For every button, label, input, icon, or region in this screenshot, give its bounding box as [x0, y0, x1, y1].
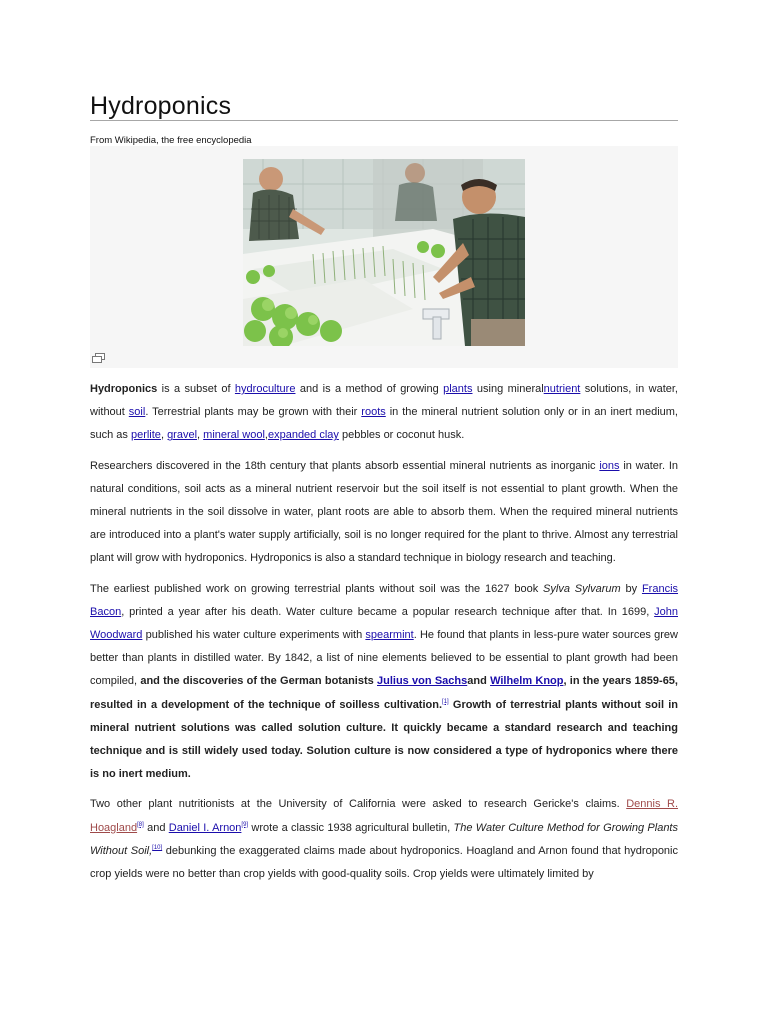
link-soil[interactable]: soil [128, 406, 146, 419]
book-title: Sylva Sylvarum [543, 582, 621, 595]
paragraph-intro [90, 378, 678, 448]
enlarge-icon[interactable] [92, 350, 105, 360]
text: in water. In natural conditions, soil acts as a mineral nutrient reservoir but the soil itself is not essential to plant growth. When the mineral nutrients in the soil dissolve in water, plant roots are able to absorb them. When the required mineral nutrients are introduced into a plant's water supply artificially, soil is no longer required for the plant to thrive. Almost any terrestrial plant will grow with hydroponics. Hydroponics is also a standard technique in biology research and teaching. [90, 459, 678, 565]
link-spearmint[interactable]: spearmint [365, 629, 414, 642]
text: by [620, 582, 642, 595]
link-wilhelm-knop[interactable]: Wilhelm Knop [490, 675, 564, 688]
link-nutrient[interactable]: nutrient [543, 383, 581, 395]
link-expanded-clay[interactable]: expanded clay [267, 429, 339, 442]
link-mineral-wool[interactable]: mineral wool [203, 429, 265, 442]
link-julius-von-sachs[interactable]: Julius von Sachs [377, 675, 468, 688]
paragraph-california [90, 793, 678, 886]
infobox-figure [90, 146, 678, 368]
citation-8[interactable]: [8] [137, 821, 144, 828]
text: in the mineral nutrient solution only or in an inert medium, such as [90, 406, 678, 442]
text: and [143, 821, 169, 834]
term-hydroponics: Hydroponics [90, 383, 158, 395]
text: pebbles or coconut husk. [338, 429, 465, 442]
text: . Terrestrial plants may be grown with their [145, 406, 362, 419]
text: wrote a classic 1938 agricultural bulletin, [248, 821, 454, 834]
citation-1[interactable]: [1] [442, 698, 449, 705]
text: , printed a year after his death. Water culture became a popular research technique after that. In 1699, [121, 605, 655, 618]
link-plants[interactable]: plants [443, 383, 473, 395]
paragraph-discovery [90, 455, 678, 571]
text: , [264, 429, 268, 442]
page-title: Hydroponics [90, 92, 232, 120]
text: is a subset of [157, 383, 235, 395]
link-gravel[interactable]: gravel [167, 429, 198, 442]
text: Two other plant nutritionists at the University of California were asked to research Gericke's claims. [90, 798, 627, 811]
link-roots[interactable]: roots [361, 406, 386, 419]
text-bold: , in the years 1859-65, resulted in a development of the technique of soilless cultivation. [90, 675, 678, 711]
text: and is a method of growing [295, 383, 444, 395]
link-francis-bacon[interactable]: Francis Bacon [90, 582, 679, 618]
citation-9[interactable]: [9] [241, 821, 249, 828]
link-daniel-arnon[interactable]: Daniel I. Arnon [168, 821, 242, 834]
text: , [160, 429, 168, 442]
citation-10[interactable]: [10] [152, 844, 163, 851]
bulletin-title: The Water Culture Method for Growing Plants Without Soil, [90, 821, 678, 857]
article-body [90, 378, 678, 893]
text: debunking the exaggerated claims made about hydroponics. Hoagland and Arnon found that hydroponic crop yields were no better than crop yields with good-quality soils. Crop yields were ultimately limited by [90, 844, 678, 881]
link-john-woodward[interactable]: John Woodward [90, 605, 678, 642]
paragraph-history [90, 578, 678, 787]
text: , [197, 429, 204, 442]
link-hydroculture[interactable]: hydroculture [234, 383, 296, 395]
link-ions[interactable]: ions [599, 459, 620, 472]
title-divider [90, 120, 678, 121]
text: using mineral [472, 383, 544, 395]
text: The earliest published work on growing terrestrial plants without soil was the 1627 book [90, 582, 544, 595]
text-bold: and [467, 675, 491, 688]
page-subtitle: From Wikipedia, the free encyclopedia [90, 135, 252, 146]
text: solutions, in water, without [90, 383, 678, 419]
text-bold: and the discoveries of the German botanists [140, 675, 377, 688]
text-bold: Growth of terrestrial plants without soil in mineral nutrient solutions was called solution culture. It quickly became a standard research and teaching technique and is still widely used today. Solution culture is now considered a type of hydroponics where there is no inert medium. [90, 698, 678, 781]
text: Researchers discovered in the 18th century that plants absorb essential mineral nutrients as inorganic [90, 459, 600, 472]
text: published his water culture experiments with [142, 629, 366, 642]
hydroponics-photo[interactable] [243, 159, 525, 346]
link-dennis-hoagland[interactable]: Dennis R. Hoagland [90, 798, 679, 834]
text: . He found that plants in less-pure water sources grew better than plants in distilled water. By 1842, a list of nine elements believed to be essential to plant growth had been compiled, [90, 629, 678, 688]
link-perlite[interactable]: perlite [130, 429, 161, 442]
